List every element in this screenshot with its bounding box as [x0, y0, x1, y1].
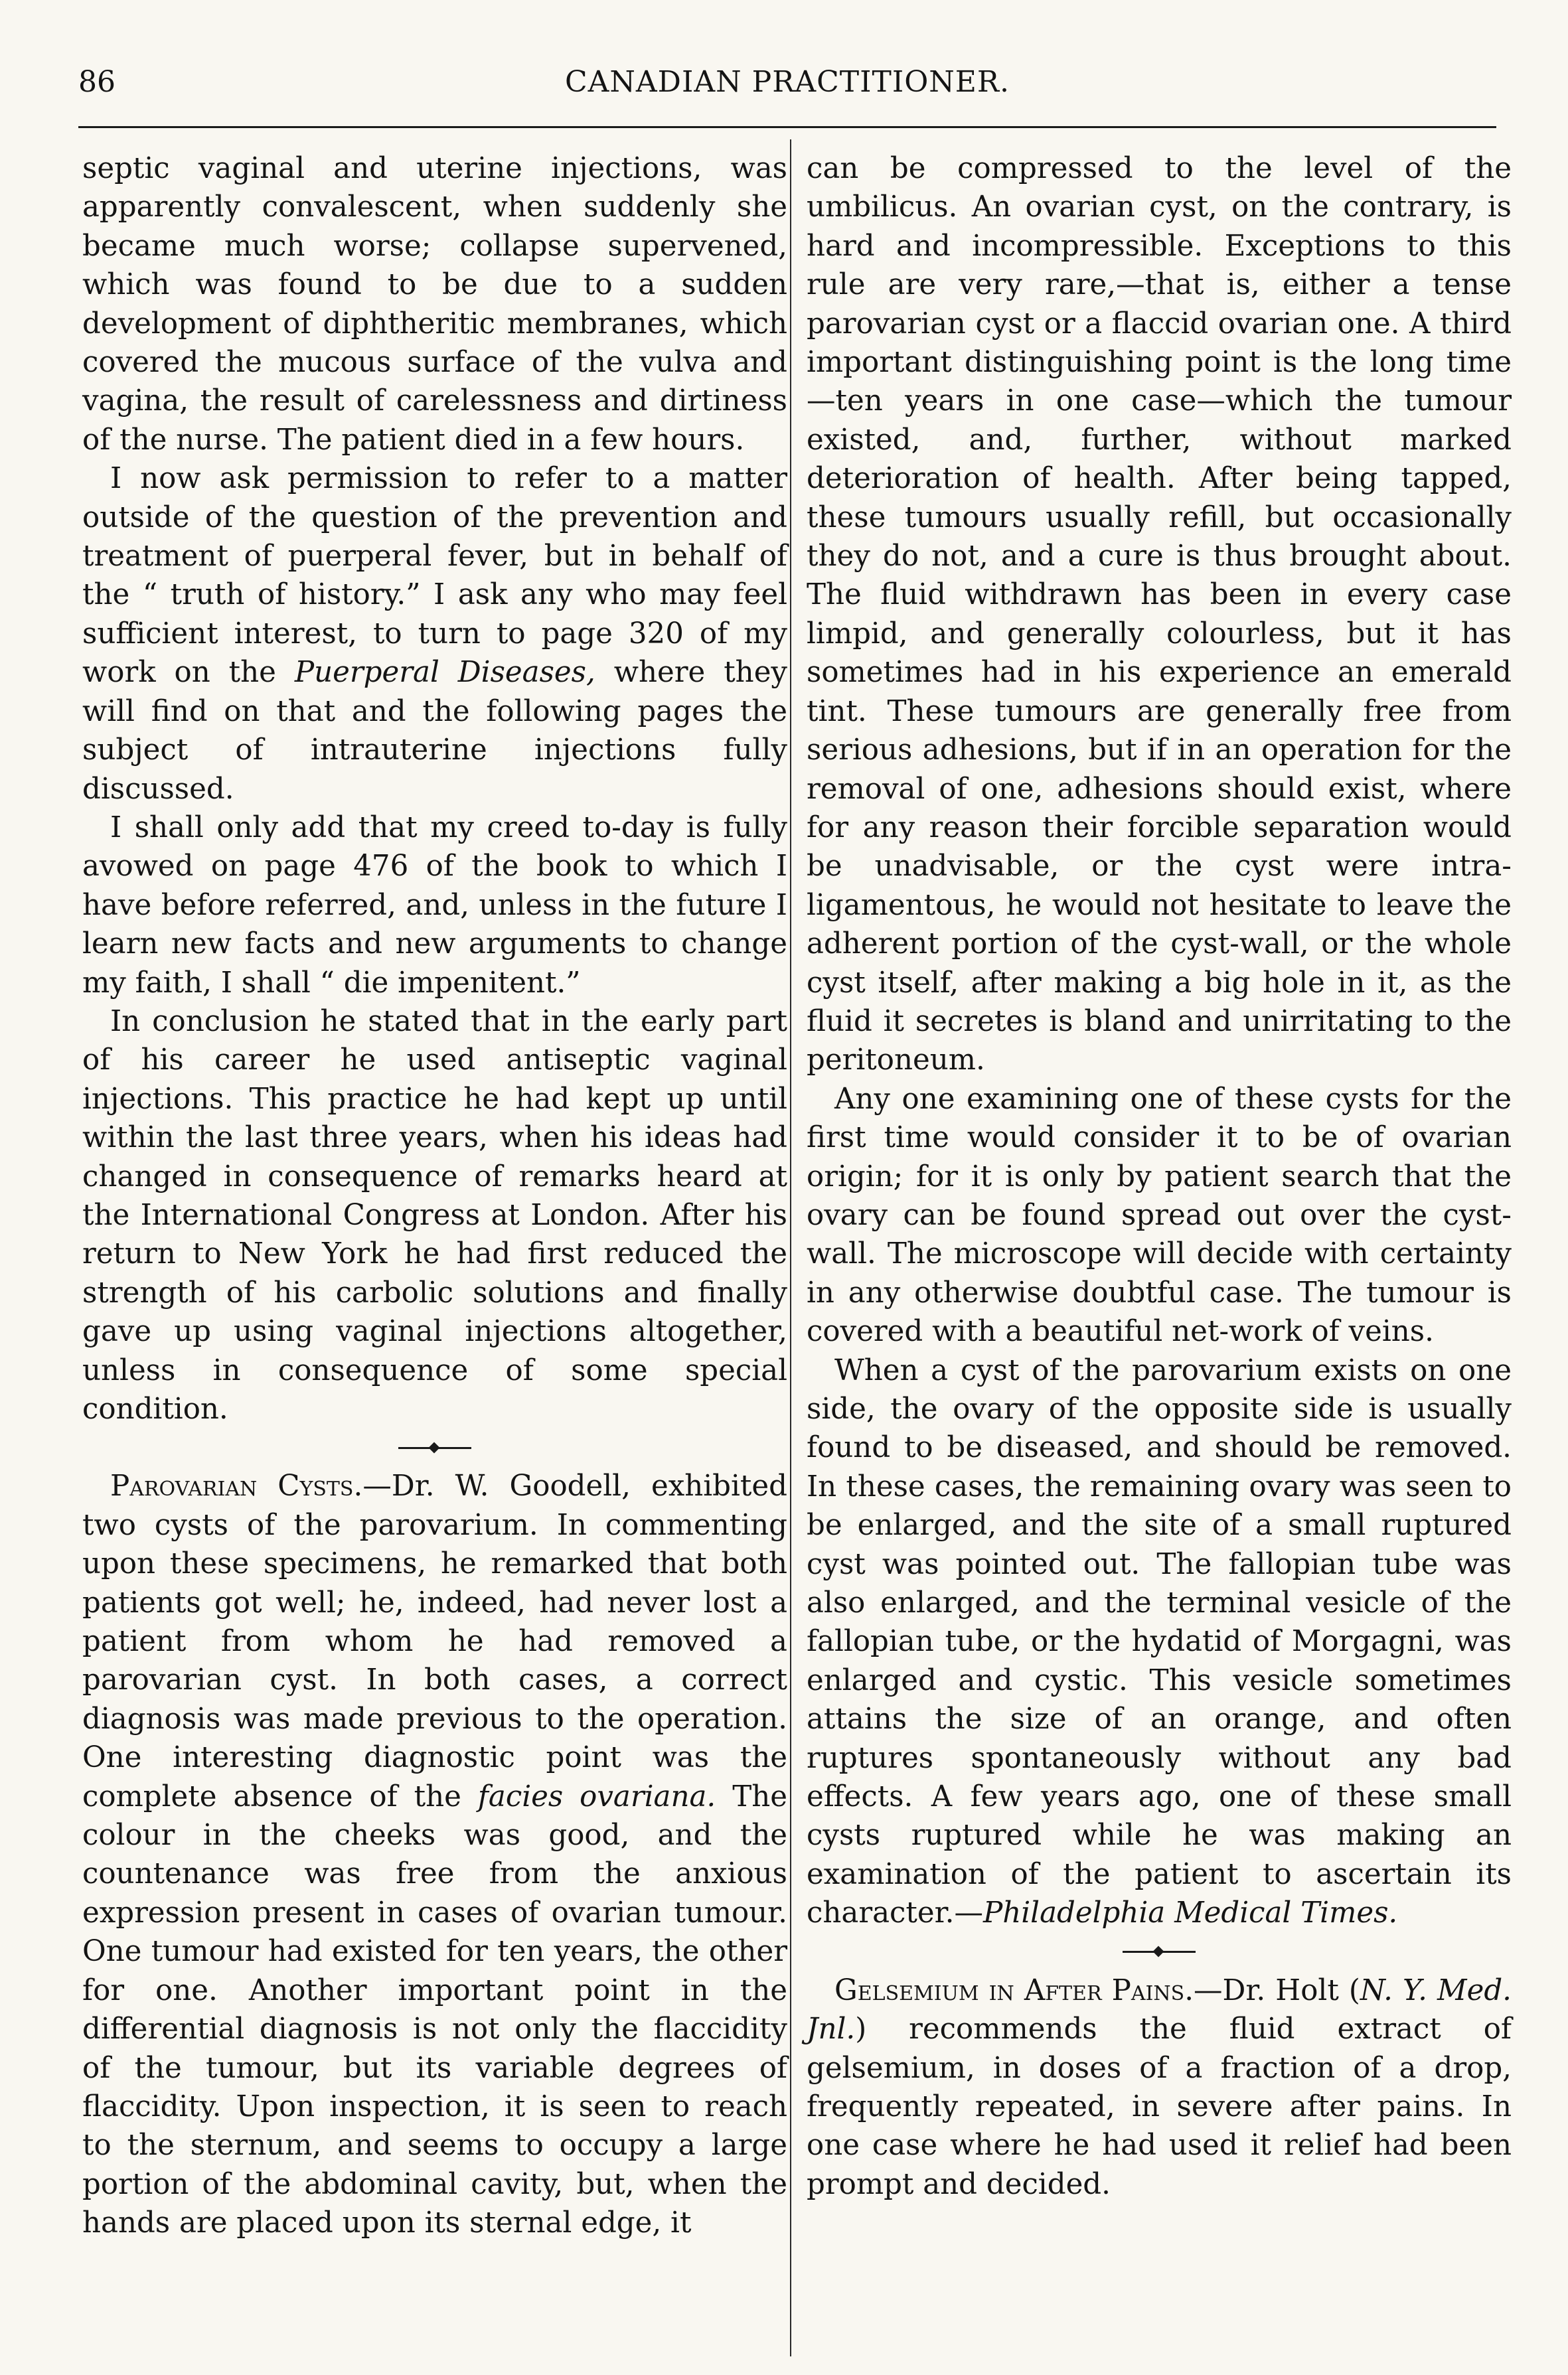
- section-separator: [807, 1933, 1512, 1971]
- paragraph: I shall only add that my creed to-day is fully avowed on page 476 of the book to which I have before referred, and, unless in the future I learn new facts and new arguments to change my faith, I shall “ die impenitent.”: [82, 810, 787, 1000]
- column-divider: [790, 139, 791, 2356]
- paragraph: When a cyst of the parovarium exists on one side, the ovary of the opposite side is usually found to be diseased, and should be removed. In these cases, the remaining ovary was seen to be enlarged, and the site of a small ruptured cyst was pointed out. The fallopian tube was also enlarged, and the terminal vesicle of the fallopian tube, or the hydatid of Morgagni, was enlarged and cystic. This vesicle sometimes attains the size of an orange, and often ruptures spontaneously without any bad effects. A few years ago, one of these small cysts ruptured while he was making an examination of the patient to ascertain its character.—Philadelphia Medical Times.: [807, 1353, 1512, 1930]
- page-header: [78, 65, 1496, 112]
- right-column: [807, 149, 1512, 2204]
- paragraph: can be compressed to the level of the umbilicus. An ovarian cyst, on the contrary, is hard and incompressible. Exceptions to this rule are very rare,—that is, either a tense parovarian cyst or a flaccid ovarian one. A third important distinguishing point is the long time—ten years in one case—which the tumour existed, and, further, without marked deterioration of health. After being tapped, these tumours usually refill, but occasionally they do not, and a cure is thus brought about. The fluid withdrawn has been in every case limpid, and generally colourless, but it has sometimes had in his experience an emerald tint. These tumours are generally free from serious adhesions, but if in an operation for the removal of one, adhesions should exist, where for any reason their forcible separation would be unadvisable, or the cyst were intra-ligamentous, he would not hesitate to leave the adherent portion of the cyst-wall, or the whole cyst itself, after making a big hole in it, as the fluid it secretes is bland and unirritating to the peritoneum.: [807, 152, 1512, 1077]
- section-heading: Parovarian Cysts.: [110, 1470, 363, 1503]
- section-heading: Gelsemium in After Pains.: [834, 1973, 1194, 2007]
- header-rule: [78, 126, 1496, 128]
- page-number: 86: [78, 65, 116, 99]
- source-citation: N. Y. Med. Jnl.: [807, 1973, 1512, 2046]
- journal-title: CANADIAN PRACTITIONER.: [564, 65, 1010, 99]
- paragraph: In conclusion he stated that in the early part of his career he used antiseptic vaginal injections. This practice he had kept up until within the last three years, when his ideas had changed in consequence of remarks heard at the International Congress at London. After his return to New York he had first reduced the strength of his carbolic solutions and finally gave up using vaginal injections altogether, unless in consequence of some special condition.: [82, 1004, 787, 1426]
- italic-title: Puerperal Diseases,: [294, 656, 595, 690]
- paragraph: I now ask permission to refer to a matter outside of the question of the prevention and treatment of puerperal fever, but in behalf of the “ truth of history.” I ask any who may feel sufficient interest, to turn to page 320 of my work on the Puerperal Diseases, where they will find on that and the following pages the subject of intrauterine injections fully discussed.: [82, 462, 788, 806]
- paragraph: Parovarian Cysts.—Dr. W. Goodell, exhibited two cysts of the parovarium. In commenting upon these specimens, he remarked that both patients got well; he, indeed, had never lost a patient from whom he had removed a parovarian cyst. In both cases, a correct diagnosis was made previous to the operation. One interesting diagnostic point was the complete absence of the facies ovariana. The colour in the cheeks was good, and the countenance was free from the anxious expression present in cases of ovarian tumour. One tumour had existed for ten years, the other for one. Another important point in the differential diagnosis is not only the flaccidity of the tumour, but its variable degrees of flaccidity. Upon inspection, it is seen to reach to the sternum, and seems to occupy a large portion of the abdominal cavity, but, when the hands are placed upon its sternal edge, it: [82, 1470, 787, 2240]
- section-separator: [82, 1428, 787, 1467]
- paragraph: Any one examining one of these cysts for the first time would consider it to be of ovarian origin; for it is only by patient search that the ovary can be found spread out over the cyst-wall. The microscope will decide with certainty in any otherwise doubtful case. The tumour is covered with a beautiful net-work of veins.: [807, 1082, 1512, 1349]
- italic-term: facies ovariana.: [477, 1780, 716, 1813]
- source-citation: Philadelphia Medical Times.: [982, 1896, 1398, 1930]
- paragraph: Gelsemium in After Pains.—Dr. Holt (N. Y. Med. Jnl.) recommends the fluid extract of gelsemium, in doses of a fraction of a drop, frequently repeated, in severe after pains. In one case where he had used it relief had been prompt and decided.: [807, 1973, 1512, 2201]
- paragraph: septic vaginal and uterine injections, was apparently convalescent, when suddenly she became much worse; collapse supervened, which was found to be due to a sudden development of diphtheritic membranes, which covered the mucous surface of the vulva and vagina, the result of carelessness and dirtiness of the nurse. The patient died in a few hours.: [82, 152, 787, 457]
- left-column: [82, 149, 787, 2243]
